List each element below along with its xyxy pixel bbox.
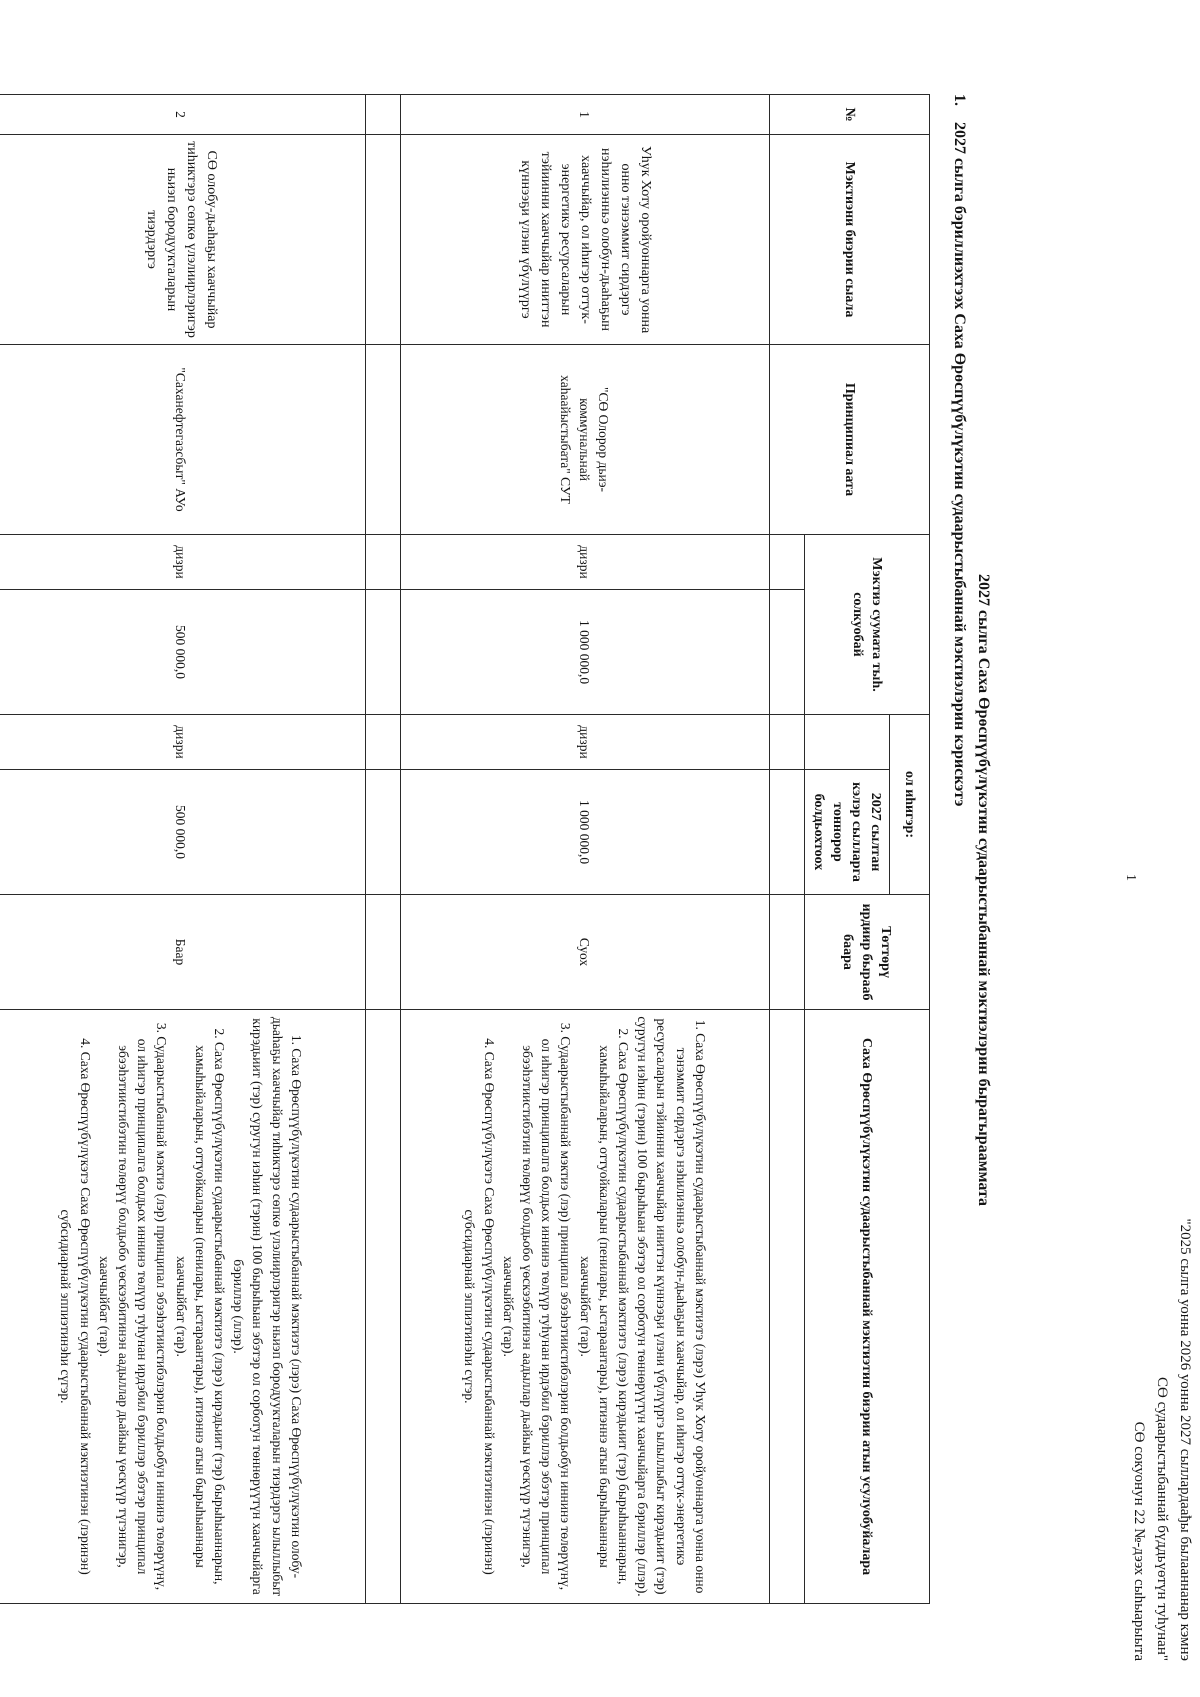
spacer-cell xyxy=(366,1010,401,1604)
row-recourse: Баар xyxy=(0,895,366,1010)
row-purpose: СӨ олобу-дьаһаҕы хааччыйар тиһиктэрэ сөпкө үлэлиирлэригэр ньиэп бородуукталарын тиэрдэргэ xyxy=(0,135,366,345)
header-of-which: ол иһигэр: xyxy=(890,715,930,895)
row-recourse: Суох xyxy=(401,895,770,1010)
header-principal: Принципиал аата xyxy=(770,345,930,535)
spacer-cell xyxy=(366,535,401,590)
row-of-which: 1 000 000,0 xyxy=(401,770,770,895)
approval-line-2: СӨ судаарыстыбаннай бүддьүөтүн туһунан" xyxy=(1154,1377,1170,1661)
condition-item: 2. Саха Өрөспүүбүлүкэтин судаарыстыбаннай мэктиэтэ (лэрэ) кирэдьиит (тэр) бырыһыаннарын, хамыһыйаларын, оттуойкаларын (пенилары, ыстараантары), итиэннэ атын бырыһыаннары хааччыйбат (тар). xyxy=(173,1028,228,1585)
row-number: 1 xyxy=(401,95,770,135)
row-number: 2 xyxy=(0,95,366,135)
spacer-cell xyxy=(770,895,805,1010)
row-amount-currency: дизри xyxy=(0,535,366,590)
row-of-which-currency: дизри xyxy=(0,715,366,770)
approval-block xyxy=(1127,781,1196,1661)
page-number: 1 xyxy=(1123,874,1138,881)
row-conditions xyxy=(401,1010,770,1604)
condition-item: 3. Судаарыстыбаннай мэктиэ (лэр) принципал эбээһэтиистибэлэрин болдьобун иннинэ төлөрүүнү, ол иһигэр принципалга болдьох иннинэ төлүүр туһунан ирдэбил бэриллэр эбэтэр принципал эбээһэтиистибэтин төлөрүү болдьобо үөскээбитинэн аадыллар дьайыы үөскүүр түгэнигэр, хааччыйбат (тар). xyxy=(500,1022,574,1591)
spacer-cell xyxy=(366,895,401,1010)
spacer-cell xyxy=(366,770,401,895)
spacer-cell xyxy=(770,1010,805,1604)
spacer-cell xyxy=(366,135,401,345)
spacer-cell xyxy=(770,590,805,715)
row-purpose: Уһук Хоту оройуоннарга уонна онно тэнээммит сирдэргэ нэһилиэнньэ олобун-дьаһаҕын хааччыйар, ол иһигэр оттук-энергетикэ ресурсаларын тэйиинни хааччыйар иниттэн күннээҕи үлэни үбүлүүргэ xyxy=(401,135,770,345)
table-row xyxy=(0,95,366,1604)
document-title: 2027 сылга Саха Өрөспүүбүлүкэтин судаарыстыбаннай мэктиэлэрин бырагырааммата xyxy=(975,573,992,1207)
row-principal: "Саханефтегазсбыт" АУо xyxy=(0,345,366,535)
spacer-cell xyxy=(366,715,401,770)
spacer-cell xyxy=(366,345,401,535)
row-principal: "СӨ Олорор дьиэ-коммунальнай хаһаайыстыбата" СУТ xyxy=(401,345,770,535)
condition-item: 3. Судаарыстыбаннай мэктиэ (лэр) принципал эбээһэтиистибэлэрин болдьобун иннинэ төлөрүүнү, ол иһигэр принципалга болдьох иннинэ төлүүр туһунан ирдэбил бэриллэр эбэтэр принципал эбээһэтиистибэтин төлөрүү болдьобо үөскээбитинэн аадыллар дьайыы үөскүүр түгэнигэр, хааччыйбат (тар). xyxy=(96,1022,170,1591)
approval-line-3: СӨ сокуонун 22 №-дээх сыһыарыыта xyxy=(1131,1421,1147,1661)
table-row xyxy=(401,95,770,1604)
header-conditions: Саха Өрөспүүбүлүкэтин судаарыстыбаннай мэктиэтин биэрии атын усулуобуйалара xyxy=(805,1010,930,1604)
condition-item: 4. Саха Өрөспүүбүлүкэтэ Саха Өрөспүүбүлүкэтин судаарыстыбаннай мэктиэтинэн (лэринэн) субсидиарнай эппиэтинэһи сүгэр. xyxy=(58,1038,93,1575)
row-amount: 1 000 000,0 xyxy=(401,590,770,715)
condition-item: 4. Саха Өрөспүүбүлүкэтэ Саха Өрөспүүбүлүкэтин судаарыстыбаннай мэктиэтинэн (лэринэн) субсидиарнай эппиэтинэһи сүгэр. xyxy=(462,1038,497,1575)
condition-item: 1. Саха Өрөспүүбүлүкэтин судаарыстыбаннай мэктиэтэ (лэрэ) Саха Өрөспүүбүлүкэтин олобу-дьаһаҕы хааччыйар тиһиктэрэ сөпкө үлэлиирлэригэр ньиэп бородуукталарын тиэрдэргэ ылыллыбыт кирэдьиит (тэр) суругун иэһин (тэрин) 100 бырыһыан эбэтэр ол сорботун төннөрүүтүн хааччыйарга бэриллэр (ллэр). xyxy=(231,1016,304,1597)
spacer-cell xyxy=(770,715,805,770)
header-row xyxy=(890,95,930,1604)
header-amount: Мэктиэ суумата тыһ. солкуобай xyxy=(805,535,930,715)
spacer-cell xyxy=(366,95,401,135)
guarantees-table xyxy=(0,94,930,1604)
spacer-cell xyxy=(366,590,401,715)
row-amount-currency: дизри xyxy=(401,535,770,590)
condition-item: 2. Саха Өрөспүүбүлүкэтин судаарыстыбаннай мэктиэтэ (лэрэ) кирэдьиит (тэр) бырыһыаннарын, хамыһыйаларын, оттуойкаларын (пенилары, ыстараантары), итиэннэ атын бырыһыаннары хааччыйбат (тар). xyxy=(577,1028,632,1585)
row-of-which-currency: дизри xyxy=(401,715,770,770)
header-of-which-sub: 2027 сылтан кэлэр сылларга тоннорор болдьохтоох xyxy=(805,770,890,895)
header-recourse: Төттөрү ирдиир бырааб баара xyxy=(805,895,930,1010)
spacer-cell xyxy=(770,535,805,590)
header-purpose: Мэктиэни биэрии сыала xyxy=(770,135,930,345)
row-of-which: 500 000,0 xyxy=(0,770,366,895)
row-spacer xyxy=(366,95,401,1604)
spacer-cell xyxy=(770,770,805,895)
approval-line-1: "2025 сылга уонна 2026 уонна 2027 сыллардаађы былааннанар кэмнэ xyxy=(1177,1218,1193,1661)
section-number: 1. xyxy=(951,94,968,106)
row-amount: 500 000,0 xyxy=(0,590,366,715)
section-title xyxy=(950,94,968,806)
section-title-text: 2027 сылга бэриллиэхтээх Саха Өрөспүүбүлүкэтин судаарыстыбаннай мэктиэлэрин кэрискэтэ xyxy=(951,122,968,807)
header-of-which-blank xyxy=(805,715,890,770)
condition-item: 1. Саха Өрөспүүбүлүкэтин судаарыстыбаннай мэктиэтэ (лэрэ) Уһук Хоту оройуоннарга уонна онно тэнэммит сирдэргэ нэһилиэнньэ олобун-дьаһаҕын хааччыйар, ол иһигэр оттук-энергетикэ ресурсаларын тэйиинни хааччыйар иниттэн күннээҕи үлэни үбүлүүргэ ылыллыбыт кирэдьиит (тэр) суругун иэһин (тэрин) 100 бырыһыан эбэтэр ол сорботун төннөрүүтүн хааччыйарга бэриллэр (ллэр). xyxy=(635,1016,708,1597)
header-no: № xyxy=(770,95,930,135)
row-conditions xyxy=(0,1010,366,1604)
